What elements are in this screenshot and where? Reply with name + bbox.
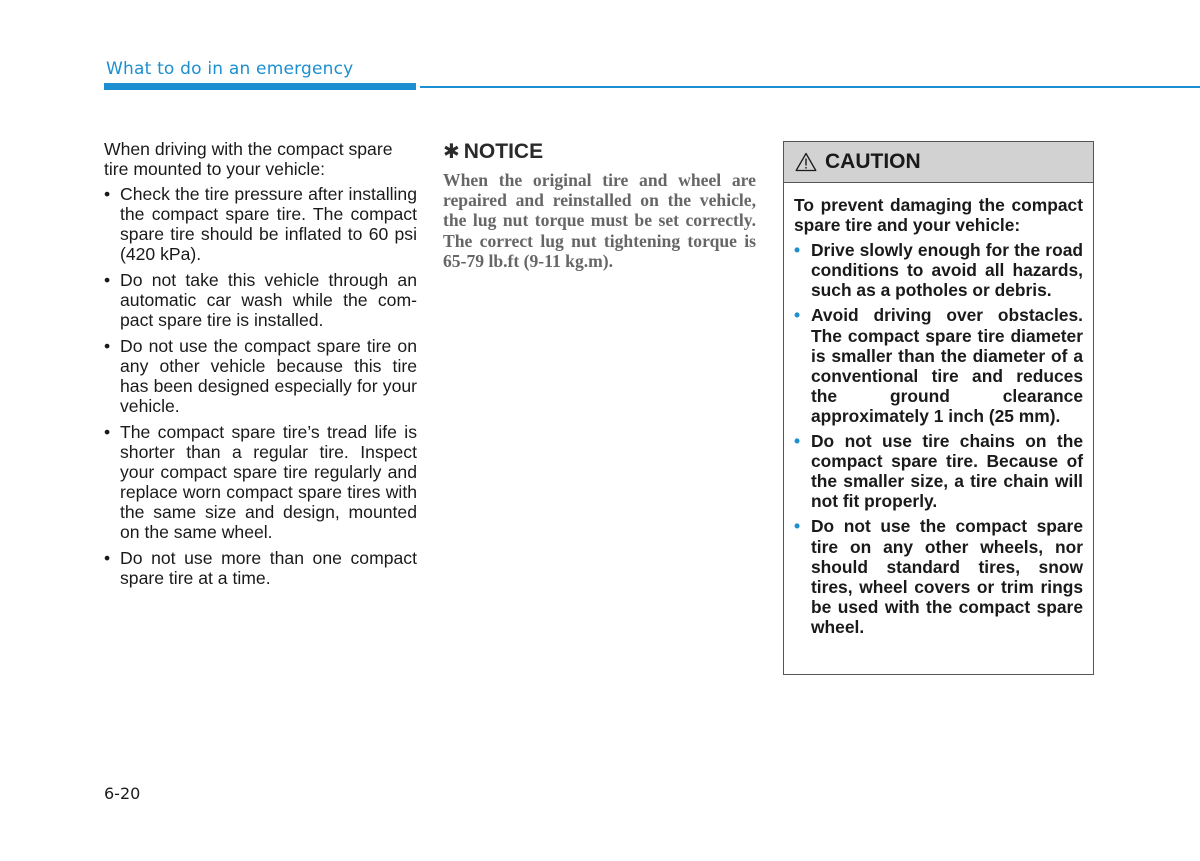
list-item-text: Do not use the compact spare tire on any other vehicle because this tire has been designed especially for your vehicle. bbox=[120, 336, 417, 416]
bullet-icon: • bbox=[794, 431, 801, 452]
caution-intro: To prevent damaging the compact spare tire and your vehicle: bbox=[794, 195, 1083, 236]
notice-heading-label: NOTICE bbox=[463, 140, 544, 163]
left-intro: When driving with the compact spare tire mounted to your vehicle: bbox=[104, 139, 393, 179]
list-item bbox=[104, 184, 417, 264]
list-item-text: Do not take this vehicle through an automatic car wash while the compact spare tire is installed. bbox=[120, 270, 417, 330]
list-item bbox=[104, 270, 417, 330]
list-item bbox=[794, 240, 1083, 300]
list-item bbox=[104, 336, 417, 416]
bullet-icon: • bbox=[794, 240, 801, 261]
notice-star-icon: ✱ bbox=[443, 139, 460, 163]
list-item-text: Avoid driving over obstacles. The compact spare tire diameter is smaller than the diameter of a conventional tire and reduces the ground clearance approximately 1 inch (25 mm). bbox=[811, 305, 1083, 426]
notice-body: When the original tire and wheel are repaired and reinstalled on the vehicle, the lug nut torque must be set correctly. The correct lug nut tightening torque is 65-79 lb.ft (9-11 kg.m). bbox=[443, 170, 756, 271]
left-bullet-list bbox=[104, 184, 417, 588]
warning-triangle-icon bbox=[795, 152, 817, 172]
notice-section bbox=[443, 138, 756, 271]
bullet-icon: • bbox=[104, 422, 111, 442]
section-title: What to do in an emergency bbox=[106, 59, 354, 79]
bullet-icon: • bbox=[794, 516, 801, 537]
list-item-text: Do not use tire chains on the compact spare tire. Because of the smaller size, a tire chain will not fit properly. bbox=[811, 431, 1083, 512]
list-item bbox=[794, 516, 1083, 637]
list-item bbox=[794, 305, 1083, 426]
caution-bullet-list bbox=[794, 240, 1083, 637]
header-rule bbox=[420, 86, 1200, 88]
notice-heading bbox=[443, 138, 756, 165]
bullet-icon: • bbox=[794, 305, 801, 326]
list-item bbox=[104, 422, 417, 542]
list-item-text: Do not use the compact spare tire on any other wheels, nor should standard tires, snow tires, wheel covers or trim rings be used with the compact spare wheel. bbox=[811, 516, 1083, 637]
bullet-icon: • bbox=[104, 184, 111, 204]
caution-header bbox=[784, 142, 1093, 183]
list-item bbox=[794, 431, 1083, 511]
list-item-text: The compact spare tire’s tread life is shorter than a regular tire. Inspect your compact spare tire regularly and replace worn compact spare tires with the same size and design, mounted on the same wheel. bbox=[120, 422, 417, 542]
left-column bbox=[104, 139, 417, 594]
caution-box bbox=[783, 141, 1094, 675]
caution-label: CAUTION bbox=[825, 150, 921, 173]
caution-content bbox=[784, 183, 1093, 637]
page-number: 6-20 bbox=[104, 784, 141, 803]
list-item bbox=[104, 548, 417, 588]
bullet-icon: • bbox=[104, 548, 111, 568]
header-accent-bar bbox=[104, 83, 416, 90]
list-item-text: Check the tire pressure after installing the compact spare tire. The compact spare tire should be inflated to 60 psi (420 kPa). bbox=[120, 184, 417, 264]
list-item-text: Drive slowly enough for the road conditions to avoid all hazards, such as a potholes or debris. bbox=[811, 240, 1083, 301]
list-item-text: Do not use more than one compact spare tire at a time. bbox=[120, 548, 417, 588]
bullet-icon: • bbox=[104, 270, 111, 290]
bullet-icon: • bbox=[104, 336, 111, 356]
